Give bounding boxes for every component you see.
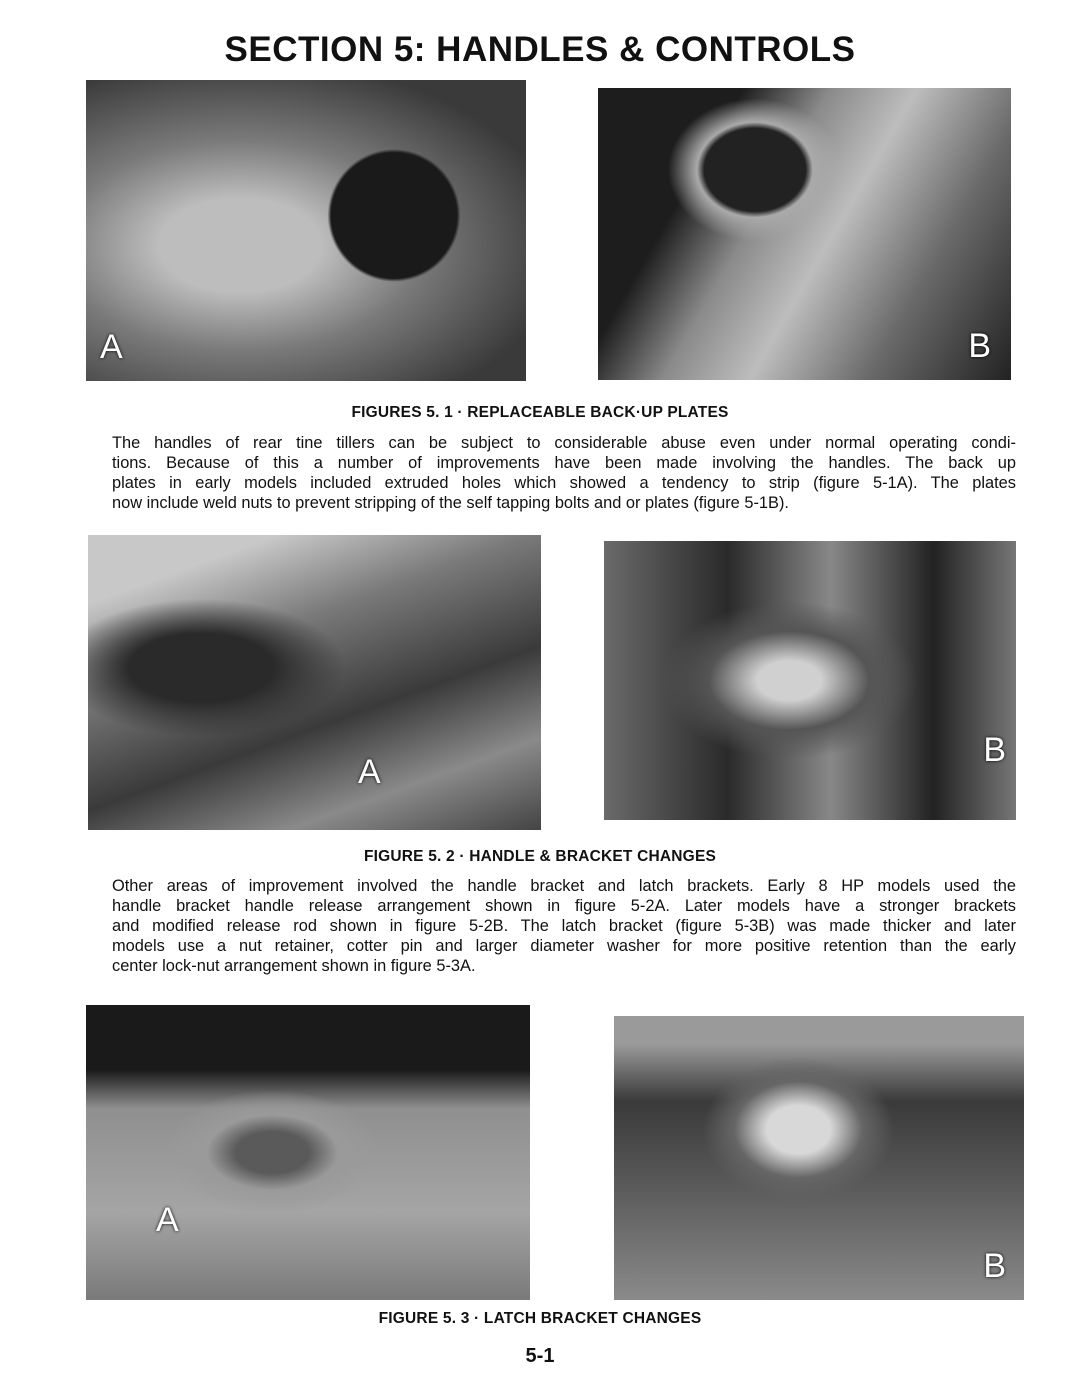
text-line: tions. Because of this a number of improvements have been made involving the handles. The back up (112, 454, 1016, 472)
text-line: Other areas of improvement involved the handle bracket and latch brackets. Early 8 HP models used the (112, 877, 1016, 895)
figure-caption-5-2: FIGURE 5. 2 · HANDLE & BRACKET CHANGES (363, 848, 717, 865)
text-line: plates in early models included extruded holes which showed a tendency to strip (figure 5-1A). The plates (112, 474, 1016, 492)
photo-label: B (983, 1247, 1006, 1285)
section-title: SECTION 5: HANDLES & CONTROLS (224, 30, 856, 69)
text-line: models use a nut retainer, cotter pin and larger diameter washer for more positive retention than the early (112, 937, 1016, 955)
paragraph-bracket-changes (112, 876, 1016, 976)
photo-label: B (983, 731, 1006, 769)
text-line: center lock-nut arrangement shown in figure 5-3A. (112, 957, 476, 975)
figure-caption-5-3: FIGURE 5. 3 · LATCH BRACKET CHANGES (378, 1310, 702, 1327)
page-number: 5-1 (525, 1345, 555, 1367)
text-line: and modified release rod shown in figure 5-2B. The latch bracket (figure 5-3B) was made thicker and later (112, 917, 1016, 935)
photo-figure-5-3a (86, 1005, 530, 1300)
paragraph-back-up-plates (112, 433, 1016, 513)
photo-figure-5-1a (86, 80, 526, 381)
text-line: now include weld nuts to prevent stripping of the self tapping bolts and or plates (figure 5-1B). (112, 494, 789, 512)
figure-caption-5-1: FIGURES 5. 1 · REPLACEABLE BACK·UP PLATES (351, 404, 729, 421)
photo-figure-5-1b (598, 88, 1011, 380)
photo-label: A (358, 753, 381, 791)
photo-figure-5-3b (614, 1016, 1024, 1300)
photo-label: A (156, 1201, 179, 1239)
photo-label: B (968, 327, 991, 365)
text-line: The handles of rear tine tillers can be subject to considerable abuse even under normal operating condi- (112, 434, 1016, 452)
text-line: handle bracket handle release arrangement shown in figure 5-2A. Later models have a stronger brackets (112, 897, 1016, 915)
photo-label: A (100, 328, 123, 366)
photo-figure-5-2a (88, 535, 541, 830)
photo-figure-5-2b (604, 541, 1016, 820)
